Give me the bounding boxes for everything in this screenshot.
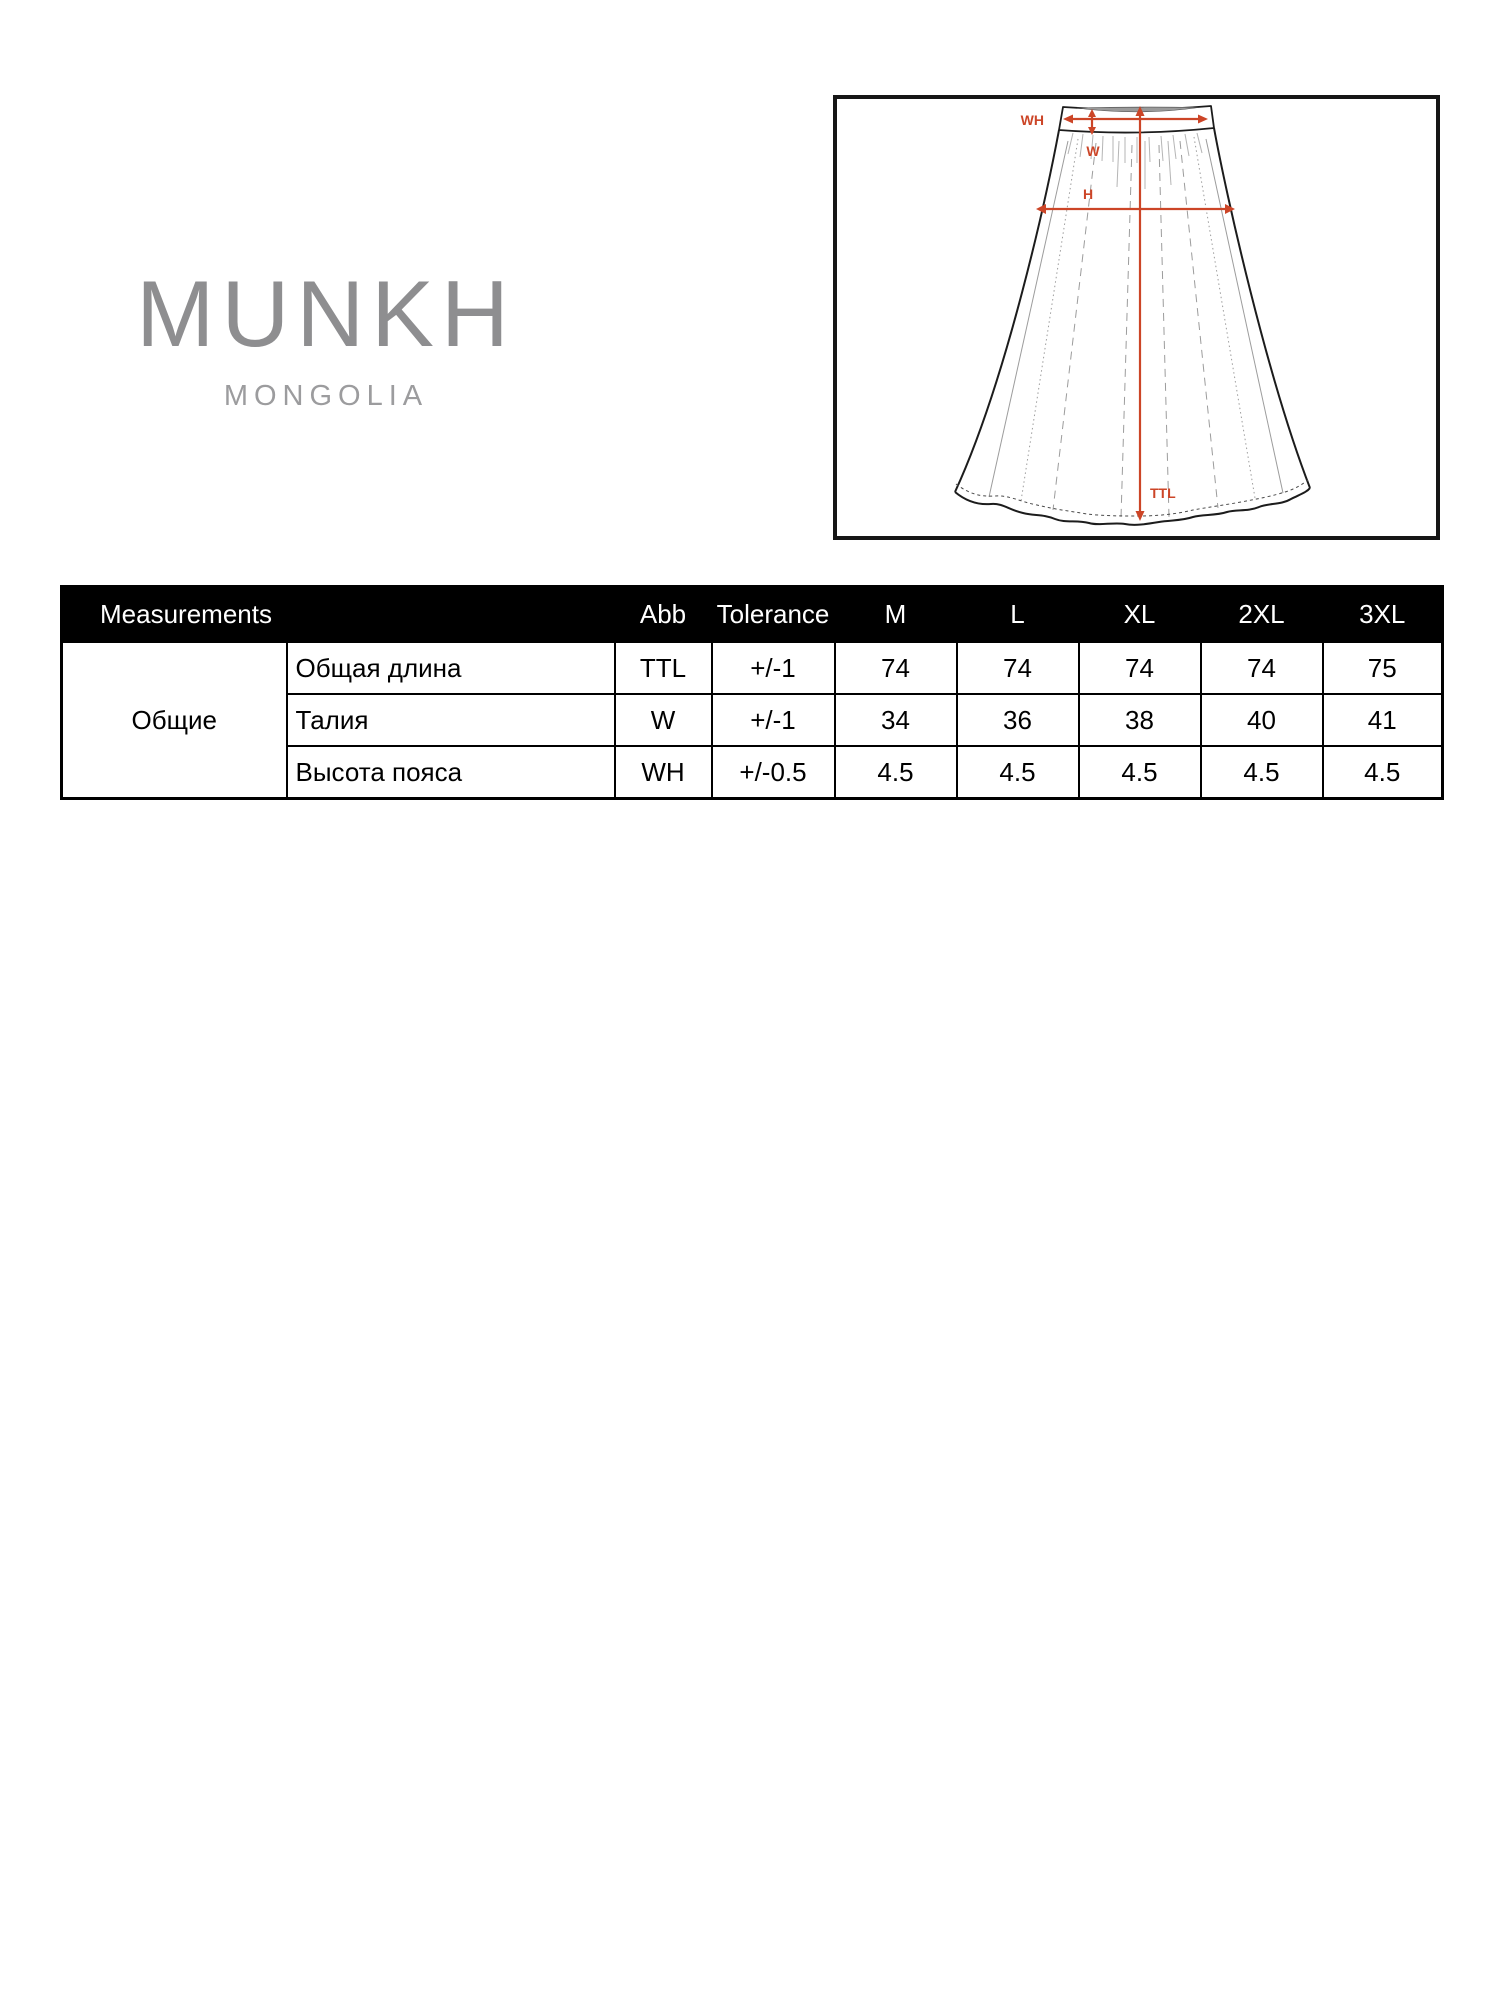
tolerance-value: +/-0.5 [712, 746, 835, 799]
brand-subtitle: MONGOLIA [223, 380, 429, 412]
table-row [62, 642, 1443, 694]
waistband-height-label: WH [1020, 112, 1044, 128]
abb-value: W [615, 694, 712, 746]
measurement-arrows [1036, 106, 1235, 521]
tolerance-value: +/-1 [712, 642, 835, 694]
tolerance-value: +/-1 [712, 694, 835, 746]
fold-lines [989, 137, 1283, 518]
garment-sketch-box [833, 95, 1440, 540]
measurement-name: Высота пояса [287, 746, 615, 799]
waist-label: W [1086, 143, 1100, 159]
size-value-2xl: 74 [1201, 642, 1323, 694]
size-value-xl: 4.5 [1079, 746, 1201, 799]
skirt-outline [955, 128, 1310, 525]
header-measurements: Measurements [62, 587, 615, 643]
group-label-cell: Общие [62, 642, 287, 799]
brand-name: MUNKH [136, 261, 516, 366]
header-size-2xl: 2XL [1201, 587, 1323, 643]
size-value-3xl: 75 [1323, 642, 1443, 694]
header-size-3xl: 3XL [1323, 587, 1443, 643]
size-value-2xl: 40 [1201, 694, 1323, 746]
size-value-m: 74 [835, 642, 957, 694]
size-value-m: 4.5 [835, 746, 957, 799]
header-abb: Abb [615, 587, 712, 643]
abb-value: TTL [615, 642, 712, 694]
table-header-row [62, 587, 1443, 643]
header-tolerance: Tolerance [712, 587, 835, 643]
measurement-name: Общая длина [287, 642, 615, 694]
header-size-l: L [957, 587, 1079, 643]
header-size-m: M [835, 587, 957, 643]
size-value-l: 4.5 [957, 746, 1079, 799]
skirt-technical-drawing [837, 99, 1436, 536]
header-size-xl: XL [1079, 587, 1201, 643]
brand-logo [61, 261, 591, 412]
hip-label: H [1082, 186, 1094, 202]
total-length-label: TTL [1150, 485, 1176, 501]
abb-value: WH [615, 746, 712, 799]
size-value-l: 74 [957, 642, 1079, 694]
size-value-m: 34 [835, 694, 957, 746]
size-value-xl: 74 [1079, 642, 1201, 694]
size-value-2xl: 4.5 [1201, 746, 1323, 799]
measurement-name: Талия [287, 694, 615, 746]
size-value-3xl: 4.5 [1323, 746, 1443, 799]
measurements-table [60, 585, 1444, 800]
size-value-3xl: 41 [1323, 694, 1443, 746]
hem-stitch-line [956, 480, 1308, 516]
size-value-l: 36 [957, 694, 1079, 746]
size-value-xl: 38 [1079, 694, 1201, 746]
